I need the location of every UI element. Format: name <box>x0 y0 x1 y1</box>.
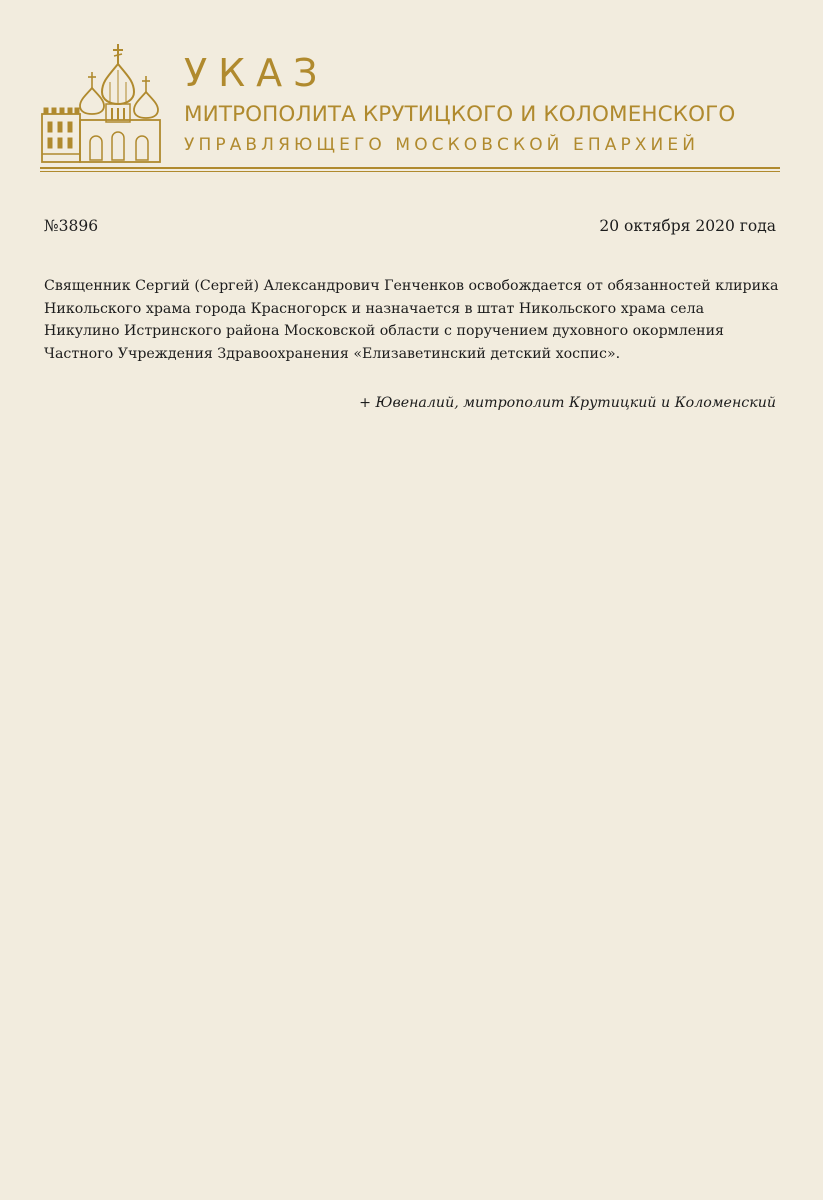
header-divider-thin <box>40 171 780 172</box>
document-type-title: УКАЗ <box>184 51 329 95</box>
church-domes-icon <box>40 42 168 166</box>
letterhead <box>40 42 780 174</box>
decree-number: №3896 <box>44 217 99 235</box>
decree-date: 20 октября 2020 года <box>599 217 776 235</box>
issuer-title: МИТРОПОЛИТА КРУТИЦКОГО И КОЛОМЕНСКОГО <box>184 102 736 127</box>
issuer-office: УПРАВЛЯЮЩЕГО МОСКОВСКОЙ ЕПАРХИЕЙ <box>184 135 700 155</box>
signature-line: + Ювеналий, митрополит Крутицкий и Коломенский <box>359 395 776 411</box>
decree-body-text: Священник Сергий (Сергей) Александрович Генченков освобождается от обязанностей клирика Никольского храма города Красногорск и назначается в штат Никольского храма села Никулино Истринского района Московской области с поручением духовного окормления Частного Учреждения Здравоохранения «Елизаветинский детский хоспис». <box>44 278 779 362</box>
header-divider-thick <box>40 167 780 169</box>
